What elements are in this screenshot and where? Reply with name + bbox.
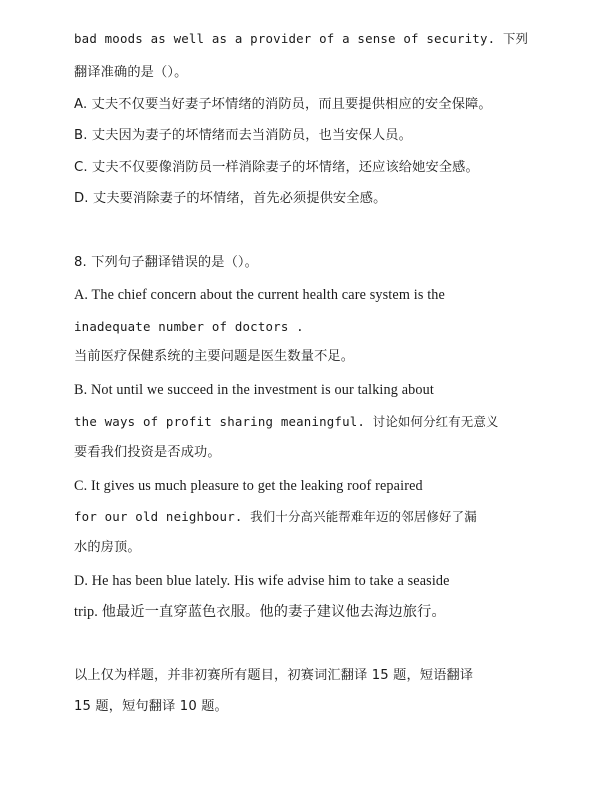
q8-option-b-line-3: 要看我们投资是否成功。 bbox=[74, 445, 221, 460]
q8-option-c-line-3: 水的房顶。 bbox=[74, 540, 141, 555]
q7-option-c: C. 丈夫不仅要像消防员一样消除妻子的坏情绪，还应该给她安全感。 bbox=[74, 160, 479, 175]
q7-option-a: A. 丈夫不仅要当好妻子坏情绪的消防员，而且要提供相应的安全保障。 bbox=[74, 97, 492, 112]
q8-option-a-line-1: A. The chief concern about the current health care system is the bbox=[74, 287, 445, 303]
q8-option-c-line-2: for our old neighbour. 我们十分高兴能帮难年迈的邻居修好了漏 bbox=[74, 509, 477, 524]
q8-option-b-line-2: the ways of profit sharing meaningful. 讨论如何分红有无意义 bbox=[74, 414, 499, 429]
q8-option-a-line-2: inadequate number of doctors . bbox=[74, 319, 304, 334]
q8-stem: 8. 下列句子翻译错误的是（）。 bbox=[74, 255, 259, 270]
q7-stem-line-2: 翻译准确的是（）。 bbox=[74, 65, 188, 80]
q8-option-c-line-1: C. It gives us much pleasure to get the leaking roof repaired bbox=[74, 478, 423, 494]
q7-option-d: D. 丈夫要消除妻子的坏情绪，首先必须提供安全感。 bbox=[74, 191, 387, 206]
q8-option-a-line-3: 当前医疗保健系统的主要问题是医生数量不足。 bbox=[74, 349, 355, 364]
q8-option-d-line-2: trip. 他最近一直穿蓝色衣服。他的妻子建议他去海边旅行。 bbox=[74, 604, 446, 620]
q7-option-b: B. 丈夫因为妻子的坏情绪而去当消防员，也当安保人员。 bbox=[74, 128, 412, 143]
q7-stem-line-1: bad moods as well as a provider of a sense of security. 下列 bbox=[74, 31, 529, 46]
q8-option-d-line-1: D. He has been blue lately. His wife advise him to take a seaside bbox=[74, 573, 450, 589]
q8-option-b-line-1: B. Not until we succeed in the investment is our talking about bbox=[74, 382, 434, 398]
footer-note-line-1: 以上仅为样题，并非初赛所有题目，初赛词汇翻译 15 题，短语翻译 bbox=[74, 668, 474, 683]
footer-note-line-2: 15 题，短句翻译 10 题。 bbox=[74, 699, 228, 714]
